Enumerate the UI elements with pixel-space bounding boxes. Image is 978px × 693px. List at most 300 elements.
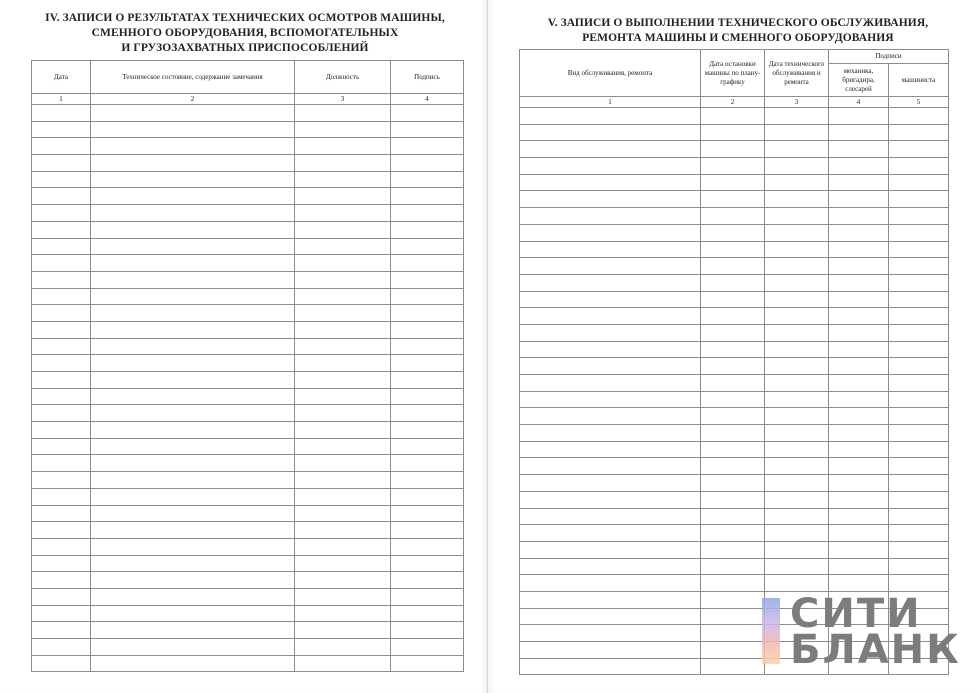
table-cell: [829, 308, 889, 325]
table-cell: [32, 422, 91, 439]
table-cell: [829, 558, 889, 575]
table-cell: [765, 341, 829, 358]
table-cell: [32, 105, 91, 122]
table-cell: [32, 221, 91, 238]
table-row: [32, 622, 464, 639]
table-cell: [701, 391, 765, 408]
table-cell: [701, 575, 765, 592]
left-title-line-1: IV. ЗАПИСИ О РЕЗУЛЬТАТАХ ТЕХНИЧЕСКИХ ОСМОТРОВ МАШИНЫ,: [45, 12, 445, 24]
table-cell: [32, 288, 91, 305]
table-cell: [829, 208, 889, 225]
table-cell: [701, 258, 765, 275]
table-cell: [32, 338, 91, 355]
table-cell: [701, 141, 765, 158]
table-cell: [701, 224, 765, 241]
table-cell: [295, 171, 391, 188]
table-row: [32, 205, 464, 222]
table-cell: [295, 555, 391, 572]
siti-blank-logo: [760, 591, 961, 673]
table-cell: [391, 588, 464, 605]
table-row: [520, 308, 949, 325]
table-row: [32, 138, 464, 155]
table-cell: [91, 405, 295, 422]
table-cell: [701, 491, 765, 508]
table-cell: [391, 488, 464, 505]
column-number: 2: [701, 97, 765, 108]
table-cell: [32, 405, 91, 422]
table-cell: [91, 171, 295, 188]
table-row: [520, 191, 949, 208]
table-cell: [32, 622, 91, 639]
table-cell: [32, 372, 91, 389]
table-cell: [765, 291, 829, 308]
table-cell: [91, 572, 295, 589]
table-row: [32, 105, 464, 122]
table-row: [32, 288, 464, 305]
column-number: 4: [391, 94, 464, 105]
table-cell: [520, 441, 701, 458]
table-cell: [391, 455, 464, 472]
column-header-technical-state: Техническое состояние, содержание замечания: [91, 61, 295, 94]
table-cell: [295, 422, 391, 439]
column-header-operator: машиниста: [889, 64, 949, 97]
table-cell: [391, 121, 464, 138]
table-cell: [829, 274, 889, 291]
table-cell: [765, 375, 829, 392]
table-row: [520, 525, 949, 542]
left-page-title: [20, 11, 470, 56]
table-cell: [295, 338, 391, 355]
table-cell: [391, 572, 464, 589]
table-cell: [889, 358, 949, 375]
table-cell: [889, 158, 949, 175]
table-cell: [829, 408, 889, 425]
table-cell: [829, 508, 889, 525]
table-cell: [32, 205, 91, 222]
table-cell: [520, 124, 701, 141]
table-cell: [391, 605, 464, 622]
table-cell: [520, 391, 701, 408]
table-row: [32, 171, 464, 188]
table-cell: [91, 488, 295, 505]
table-cell: [889, 375, 949, 392]
table-cell: [829, 324, 889, 341]
table-cell: [829, 541, 889, 558]
table-cell: [32, 505, 91, 522]
table-cell: [391, 472, 464, 489]
table-cell: [701, 291, 765, 308]
table-cell: [889, 425, 949, 442]
table-cell: [765, 541, 829, 558]
table-row: [32, 555, 464, 572]
table-cell: [829, 158, 889, 175]
table-cell: [520, 425, 701, 442]
table-row: [520, 258, 949, 275]
table-cell: [765, 174, 829, 191]
table-cell: [295, 605, 391, 622]
column-header-date: Дата: [32, 61, 91, 94]
table-cell: [32, 238, 91, 255]
table-cell: [829, 375, 889, 392]
table-cell: [520, 274, 701, 291]
table-cell: [765, 408, 829, 425]
table-cell: [295, 388, 391, 405]
table-cell: [701, 458, 765, 475]
column-header-mechanic: механика, бригадира, слесарей: [829, 64, 889, 97]
table-cell: [391, 372, 464, 389]
table-cell: [391, 405, 464, 422]
table-row: [32, 321, 464, 338]
column-header-position: Должность: [295, 61, 391, 94]
table-cell: [765, 324, 829, 341]
table-cell: [701, 308, 765, 325]
table-cell: [520, 558, 701, 575]
left-title-line-3: И ГРУЗОЗАХВАТНЫХ ПРИСПОСОБЛЕНИЙ: [121, 42, 369, 54]
table-cell: [889, 575, 949, 592]
table-cell: [295, 271, 391, 288]
table-cell: [829, 141, 889, 158]
table-cell: [32, 605, 91, 622]
column-number: 3: [295, 94, 391, 105]
table-cell: [765, 458, 829, 475]
table-cell: [520, 458, 701, 475]
table-cell: [91, 455, 295, 472]
table-cell: [701, 475, 765, 492]
table-cell: [295, 522, 391, 539]
table-cell: [520, 508, 701, 525]
table-row: [32, 605, 464, 622]
table-cell: [91, 555, 295, 572]
table-cell: [295, 238, 391, 255]
table-cell: [701, 274, 765, 291]
table-cell: [32, 321, 91, 338]
table-cell: [520, 158, 701, 175]
table-row: [32, 538, 464, 555]
table-row: [520, 475, 949, 492]
table-cell: [391, 188, 464, 205]
table-cell: [889, 408, 949, 425]
table-cell: [91, 271, 295, 288]
table-cell: [829, 441, 889, 458]
table-cell: [32, 188, 91, 205]
table-cell: [295, 255, 391, 272]
table-cell: [91, 372, 295, 389]
table-cell: [701, 408, 765, 425]
table-cell: [91, 321, 295, 338]
table-cell: [765, 575, 829, 592]
table-row: [520, 458, 949, 475]
table-cell: [391, 138, 464, 155]
table-cell: [91, 221, 295, 238]
table-cell: [701, 425, 765, 442]
table-row: [520, 208, 949, 225]
table-cell: [520, 591, 701, 608]
table-cell: [391, 355, 464, 372]
table-cell: [295, 305, 391, 322]
table-cell: [391, 321, 464, 338]
table-cell: [520, 191, 701, 208]
table-row: [520, 124, 949, 141]
table-cell: [889, 108, 949, 125]
table-cell: [32, 639, 91, 656]
table-row: [520, 491, 949, 508]
table-row: [32, 505, 464, 522]
table-cell: [32, 572, 91, 589]
table-row: [520, 324, 949, 341]
table-cell: [391, 255, 464, 272]
table-cell: [701, 191, 765, 208]
column-number: 3: [765, 97, 829, 108]
table-cell: [32, 555, 91, 572]
table-cell: [829, 174, 889, 191]
table-row: [32, 655, 464, 672]
table-row: [32, 488, 464, 505]
table-cell: [391, 338, 464, 355]
table-cell: [520, 108, 701, 125]
table-cell: [765, 558, 829, 575]
table-cell: [701, 241, 765, 258]
table-cell: [889, 558, 949, 575]
table-cell: [32, 522, 91, 539]
table-row: [520, 441, 949, 458]
table-cell: [295, 622, 391, 639]
table-cell: [829, 108, 889, 125]
table-row: [32, 405, 464, 422]
table-cell: [520, 625, 701, 642]
right-page-title: [508, 16, 968, 46]
table-cell: [765, 191, 829, 208]
table-cell: [520, 358, 701, 375]
table-row: [32, 155, 464, 172]
table-cell: [889, 224, 949, 241]
table-cell: [391, 538, 464, 555]
table-row: [520, 391, 949, 408]
table-cell: [295, 321, 391, 338]
table-cell: [91, 188, 295, 205]
table-row: [32, 388, 464, 405]
table-cell: [889, 274, 949, 291]
table-cell: [295, 588, 391, 605]
table-cell: [91, 438, 295, 455]
table-row: [520, 425, 949, 442]
table-cell: [391, 622, 464, 639]
table-cell: [520, 575, 701, 592]
table-row: [32, 221, 464, 238]
table-cell: [391, 305, 464, 322]
table-cell: [91, 305, 295, 322]
table-cell: [295, 372, 391, 389]
table-cell: [520, 491, 701, 508]
table-row: [32, 422, 464, 439]
table-row: [32, 121, 464, 138]
table-cell: [889, 508, 949, 525]
table-row: [32, 455, 464, 472]
table-cell: [765, 224, 829, 241]
column-header-service-type: Вид обслуживания, ремонта: [520, 50, 701, 97]
table-cell: [520, 541, 701, 558]
table-row: [32, 588, 464, 605]
table-cell: [295, 155, 391, 172]
table-cell: [32, 438, 91, 455]
table-cell: [889, 124, 949, 141]
table-cell: [32, 538, 91, 555]
table-cell: [889, 191, 949, 208]
table-row: [32, 472, 464, 489]
table-cell: [295, 188, 391, 205]
table-cell: [701, 358, 765, 375]
table-cell: [32, 138, 91, 155]
table-cell: [829, 425, 889, 442]
table-cell: [91, 205, 295, 222]
table-cell: [889, 458, 949, 475]
table-cell: [765, 108, 829, 125]
logo-gradient-bar: [762, 598, 780, 664]
table-cell: [32, 255, 91, 272]
table-cell: [520, 642, 701, 659]
column-number: 1: [520, 97, 701, 108]
table-cell: [829, 575, 889, 592]
table-cell: [520, 658, 701, 675]
table-cell: [889, 391, 949, 408]
table-cell: [295, 505, 391, 522]
table-cell: [295, 221, 391, 238]
table-cell: [295, 138, 391, 155]
table-cell: [829, 391, 889, 408]
table-cell: [520, 324, 701, 341]
table-cell: [91, 472, 295, 489]
table-cell: [91, 255, 295, 272]
table-cell: [701, 441, 765, 458]
table-cell: [889, 258, 949, 275]
table-cell: [765, 358, 829, 375]
table-row: [32, 522, 464, 539]
column-number: 2: [91, 94, 295, 105]
table-row: [520, 158, 949, 175]
table-cell: [520, 608, 701, 625]
inspection-records-table: [31, 60, 464, 672]
table-row: [32, 572, 464, 589]
table-cell: [32, 455, 91, 472]
table-cell: [765, 258, 829, 275]
table-cell: [701, 108, 765, 125]
table-cell: [765, 141, 829, 158]
table-cell: [391, 221, 464, 238]
table-cell: [91, 338, 295, 355]
table-cell: [829, 458, 889, 475]
table-cell: [295, 121, 391, 138]
table-cell: [520, 291, 701, 308]
maintenance-records-table: [519, 49, 949, 675]
table-cell: [295, 455, 391, 472]
table-cell: [295, 488, 391, 505]
table-cell: [889, 341, 949, 358]
table-cell: [295, 205, 391, 222]
table-cell: [91, 522, 295, 539]
table-cell: [829, 358, 889, 375]
table-cell: [829, 191, 889, 208]
table-cell: [889, 291, 949, 308]
table-cell: [829, 241, 889, 258]
table-cell: [391, 555, 464, 572]
table-cell: [701, 658, 765, 675]
table-row: [520, 141, 949, 158]
table-cell: [701, 174, 765, 191]
table-row: [32, 188, 464, 205]
table-cell: [889, 441, 949, 458]
table-cell: [91, 155, 295, 172]
table-cell: [32, 388, 91, 405]
table-cell: [295, 405, 391, 422]
table-cell: [520, 375, 701, 392]
table-cell: [520, 174, 701, 191]
table-cell: [91, 288, 295, 305]
table-cell: [765, 241, 829, 258]
table-cell: [91, 105, 295, 122]
right-title-line-2: РЕМОНТА МАШИНЫ И СМЕННОГО ОБОРУДОВАНИЯ: [582, 32, 894, 44]
table-cell: [32, 305, 91, 322]
table-cell: [91, 121, 295, 138]
table-cell: [295, 438, 391, 455]
table-cell: [91, 355, 295, 372]
table-cell: [701, 541, 765, 558]
table-cell: [391, 422, 464, 439]
table-row: [32, 271, 464, 288]
table-cell: [701, 508, 765, 525]
logo-line-1: СИТИ: [790, 591, 922, 637]
table-cell: [765, 391, 829, 408]
right-table-body: [520, 108, 949, 675]
table-cell: [889, 324, 949, 341]
table-cell: [32, 472, 91, 489]
table-cell: [701, 525, 765, 542]
table-cell: [295, 105, 391, 122]
table-cell: [391, 505, 464, 522]
table-cell: [91, 605, 295, 622]
table-row: [32, 338, 464, 355]
table-row: [32, 438, 464, 455]
table-cell: [391, 205, 464, 222]
table-row: [520, 508, 949, 525]
table-cell: [520, 475, 701, 492]
table-row: [520, 558, 949, 575]
table-cell: [829, 224, 889, 241]
table-cell: [32, 271, 91, 288]
table-cell: [829, 475, 889, 492]
table-cell: [32, 355, 91, 372]
table-cell: [829, 341, 889, 358]
table-cell: [889, 208, 949, 225]
left-page: [0, 0, 488, 693]
left-table-body: [32, 105, 464, 672]
table-cell: [889, 308, 949, 325]
table-cell: [829, 525, 889, 542]
table-row: [32, 238, 464, 255]
table-cell: [91, 422, 295, 439]
table-row: [520, 291, 949, 308]
table-cell: [829, 124, 889, 141]
table-row: [32, 355, 464, 372]
table-row: [520, 241, 949, 258]
table-row: [520, 575, 949, 592]
table-cell: [889, 174, 949, 191]
table-cell: [520, 258, 701, 275]
table-cell: [701, 625, 765, 642]
table-cell: [520, 241, 701, 258]
table-row: [520, 358, 949, 375]
right-title-line-1: V. ЗАПИСИ О ВЫПОЛНЕНИИ ТЕХНИЧЕСКОГО ОБСЛУЖИВАНИЯ,: [547, 17, 929, 29]
table-cell: [295, 655, 391, 672]
column-header-signature: Подпись: [391, 61, 464, 94]
